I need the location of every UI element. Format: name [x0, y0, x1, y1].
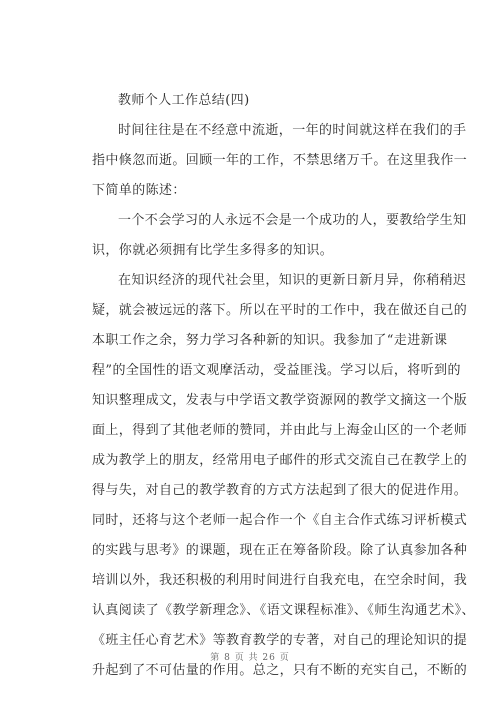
document-title: 教师个人工作总结(四) — [118, 93, 250, 108]
paragraph-line: 一个不会学习的人永远不会是一个成功的人，要教给学生知 — [118, 213, 467, 228]
paragraph-line: 指中倏忽而逝。回顾一年的工作，不禁思绪万千。在这里我作一 — [92, 153, 468, 168]
paragraph-line: 在知识经济的现代社会里，知识的更新日新月异，你稍稍迟 — [118, 273, 467, 288]
paragraph-line: 下简单的陈述： — [92, 183, 186, 198]
paragraph-line: 时间往往是在不经意中流逝，一年的时间就这样在我们的手 — [118, 123, 467, 138]
paragraph-line: 疑，就会被远远的落下。所以在平时的工作中，我在做还自己的 — [92, 303, 468, 318]
paragraph-line: 同时，还将与这个老师一起合作一个《自主合作式练习评析模式 — [92, 513, 468, 528]
paragraph-line: 培训以外，我还积极的利用时间进行自我充电，在空余时间，我 — [92, 573, 468, 588]
paragraph-line: 《班主任心育艺术》等教育教学的专著，对自己的理论知识的提 — [92, 633, 468, 648]
paragraph-line: 升起到了不可估量的作用。总之，只有不断的充实自己，不断的 — [92, 663, 468, 678]
document-body — [92, 86, 475, 686]
paragraph-line: 的实践与思考》的课题，现在正在筹备阶段。除了认真参加各种 — [92, 543, 468, 558]
paragraph-line: 本职工作之余，努力学习各种新的知识。我参加了“走进新课 — [92, 333, 448, 348]
paragraph-line: 得与失，对自己的教学教育的方式方法起到了很大的促进作用。 — [92, 483, 468, 498]
paragraph-line: 程”的全国性的语文观摩活动，受益匪浅。学习以后，将听到的 — [92, 363, 461, 378]
paragraph-line: 识，你就必须拥有比学生多得多的知识。 — [92, 243, 334, 258]
paragraph-line: 知识整理成文，发表与中学语文教学资源网的教学文摘这一个版 — [92, 393, 468, 408]
paragraph-line: 成为教学上的朋友，经常用电子邮件的形式交流自己在教学上的 — [92, 453, 468, 468]
page-number-footer: 第 8 页 共 26 页 — [210, 653, 290, 663]
paragraph-line: 面上，得到了其他老师的赞同，并由此与上海金山区的一个老师 — [92, 423, 468, 438]
paragraph-line: 认真阅读了《教学新理念》、《语文课程标准》、《师生沟通艺术》、 — [92, 603, 475, 618]
